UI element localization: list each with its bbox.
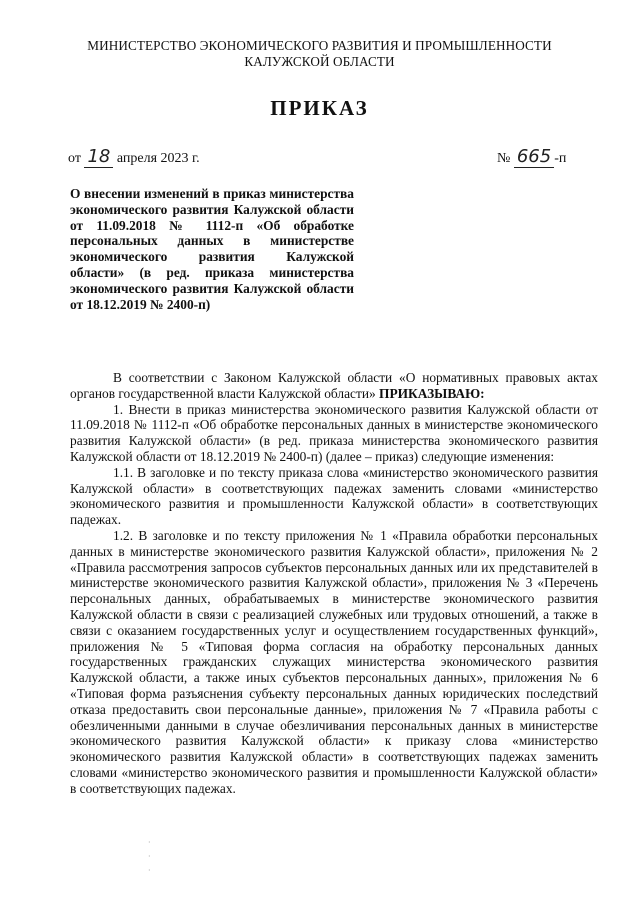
subject-text: О внесении изменений в приказ министерства экономического развития Калужской области от 11.09.2018 № 1112-п «Об обработке персональных данных в министерстве экономического развития Калужской области» (в ред. приказа министерства экономического развития Калужской области от 18.12.2019 № 2400-п) [70, 186, 354, 312]
number-suffix: -п [554, 151, 567, 166]
paragraph-1-2: 1.2. В заголовке и по тексту приложения № 1 «Правила обработки персональных данных в министерстве экономического развития Калужской области», приложения № 2 «Правила рассмотрения запросов субъектов персональных данных или их представителей в министерстве экономического развития Калужской области», приложения № 3 «Перечень персональных данных, обрабатываемых в министерстве экономического развития Калужской области в связи с реализацией служебных или трудовых отношений, а также в связи с оказанием государственных услуг и осуществлением государственных функций», приложения № 5 «Типовая форма согласия на обработку персональных данных государственных гражданских служащих министерства экономического развития Калужской области, а также иных субъектов персональных данных», приложения № 6 «Типовая форма разъяснения субъекту персональных данных юридических последствий отказа предоставить свои персональные данные», приложения № 7 «Правила работы с обезличенными данными в случае обезличивания персональных данных в министерстве экономического развития Калужской области» к приказу слова «министерство экономического развития Калужской области» в соответствующих падежах заменить словами «министерство экономического развития и промышленности Калужской области» в соответствующих падежах. [70, 527, 598, 796]
intro-text: В соответствии с Законом Калужской области «О нормативных правовых актах органов государственной власти Калужской области» [70, 370, 598, 401]
org-line-2: КАЛУЖСКОЙ ОБЛАСТИ [244, 54, 395, 69]
order-date [68, 146, 200, 167]
scan-artifact: · [148, 866, 151, 875]
document-title: ПРИКАЗ [270, 96, 369, 120]
number-handwritten: 665 [514, 146, 554, 168]
order-word: ПРИКАЗЫВАЮ: [379, 385, 485, 401]
intro-paragraph [70, 370, 598, 402]
order-body [70, 370, 598, 797]
date-prefix: от [68, 151, 81, 166]
number-prefix: № [497, 151, 511, 166]
organization-header [0, 38, 639, 70]
scan-artifact: · [148, 852, 151, 861]
order-subject [70, 186, 354, 312]
paragraph-1-1: 1.1. В заголовке и по тексту приказа слова «министерство экономического развития Калужской области» в соответствующих падежах заменить словами «министерство экономического развития и промышленности Калужской области» в соответствующих падежах. [70, 464, 598, 528]
scan-artifact: · [148, 838, 151, 847]
paragraph-1: 1. Внести в приказ министерства экономического развития Калужской области от 11.09.2018 № 1112-п «Об обработке персональных данных в министерстве экономического развития Калужской области» (в ред. приказа министерства экономического развития Калужской области от 18.12.2019 № 2400-п) (далее – приказ) следующие изменения: [70, 401, 598, 464]
date-day-handwritten: 18 [84, 146, 113, 168]
date-rest: апреля 2023 г. [116, 151, 200, 166]
order-number [497, 146, 566, 167]
org-line-1: МИНИСТЕРСТВО ЭКОНОМИЧЕСКОГО РАЗВИТИЯ И ПРОМЫШЛЕННОСТИ [87, 38, 552, 53]
